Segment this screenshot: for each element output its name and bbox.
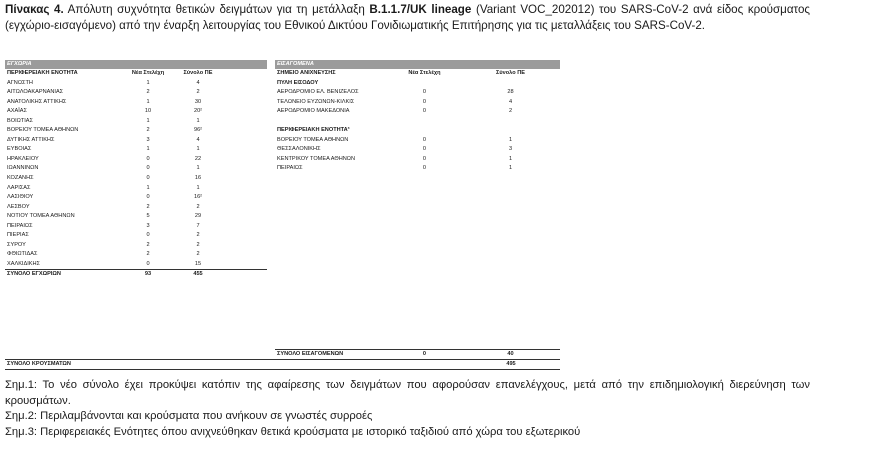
col-point: ΣΗΜΕΙΟ ΑΝΙΧΝΕΥΣΗΣ [277,70,336,76]
row-total: 2 [196,251,200,258]
total-total: 40 [507,351,514,357]
row-total: 1 [196,184,200,191]
row-name: ΧΑΛΚΙΔΙΚΗΣ [7,260,41,267]
table-row [5,231,267,241]
row-new: 0 [422,98,426,105]
grand-label: ΣΥΝΟΛΟ ΚΡΟΥΣΜΑΤΩΝ [7,360,71,367]
row-total: 2 [196,203,200,210]
row-name: ΕΥΒΟΙΑΣ [7,146,32,153]
row-total: 1 [196,117,200,124]
row-total: 1 [196,165,200,172]
table-row [5,174,267,184]
row-name: ΚΕΝΤΡΙΚΟΥ ΤΟΜΕΑ ΑΘΗΝΩΝ [277,155,356,162]
col-total: Σύνολο ΠΕ [183,70,213,76]
table-row [275,107,560,117]
row-new: 2 [146,89,150,96]
table-row [5,136,267,146]
table-row [5,193,267,203]
footnotes [5,378,810,440]
row-total: 2 [196,241,200,248]
table-row [5,212,267,222]
domestic-column-headers [5,69,267,79]
row-new: 2 [146,127,150,134]
row-new: 5 [146,213,150,220]
row-total: 4 [508,98,513,105]
row-total: 1 [508,136,513,143]
col-total: Σύνολο ΠΕ [496,70,525,76]
row-name: ΝΟΤΙΟΥ ΤΟΜΕΑ ΑΘΗΝΩΝ [7,213,75,220]
table-row [5,79,267,89]
row-name: ΠΙΕΡΙΑΣ [7,232,29,239]
table-row [5,241,267,251]
table-row [5,164,267,174]
row-total: 1 [508,155,513,162]
note-1: Σημ.1: Το νέο σύνολο έχει προκύψει κατόπιν της αφαίρεσης των δειγμάτων που αφορούσαν επανελέγχους, μετά από την επιδημιολογική διερεύνηση των κρουσμάτων. [5,379,810,407]
row-total: 4 [196,136,200,143]
entry-rows [275,88,560,117]
caption-text-after: (Variant VOC_202012) του SARS-CoV-2 ανά είδος κρούσματος (εγχώριο-εισαγόμενο) από την έναρξη λειτουργίας του Εθνικού Δικτύου Γονιδιωματικής Επιτήρησης για τις μεταλλάξεις του SARS-CoV-2. [5,3,810,32]
table-row [5,250,267,260]
total-total: 455 [193,271,203,278]
row-name: ΒΟΡΕΙΟΥ ΤΟΜΕΑ ΑΘΗΝΩΝ [7,127,79,134]
row-new: 2 [146,203,150,210]
region-rows [275,136,560,174]
caption-text-before: Απόλυτη συχνότητα θετικών δειγμάτων για τη μετάλλαξη [63,3,370,16]
table-row [275,164,560,174]
note-2: Σημ.2: Περιλαμβάνονται και κρούσματα που ανήκουν σε γνωστές συρροές [5,410,373,422]
row-new: 0 [146,165,150,172]
caption-lineage: B.1.1.7/UK lineage [369,3,472,16]
row-total: 20² [193,108,203,115]
row-total: 2 [508,108,513,115]
row-total: 4 [196,79,200,86]
table-row [5,98,267,108]
table-row [275,88,560,98]
row-name: ΠΕΙΡΑΙΩΣ [277,165,303,172]
table-row [5,145,267,155]
total-new: 93 [144,271,152,278]
grand-value: 495 [506,360,516,367]
row-name: ΑΓΝΩΣΤΗ [7,79,33,86]
row-name: ΤΕΛΩΝΕΙΟ ΕΥΖΩΝΩΝ-ΚΙΛΚΙΣ [277,98,355,105]
row-new: 0 [146,232,150,239]
table-row [5,88,267,98]
row-total: 1 [196,146,200,153]
domestic-rows [5,79,267,270]
row-new: 0 [422,155,426,162]
row-new: 1 [146,184,150,191]
row-new: 3 [146,136,150,143]
row-name: ΛΕΣΒΟΥ [7,203,30,210]
row-name: ΛΑΣΙΘΙΟΥ [7,194,34,201]
row-new: 0 [146,194,150,201]
table-row [275,145,560,155]
table-row [275,155,560,165]
table-caption [5,2,810,34]
row-new: 0 [422,108,426,115]
row-total: 29 [194,213,202,220]
table-row [5,155,267,165]
row-name: ΘΕΣΣΑΛΟΝΙΚΗΣ [277,146,321,153]
row-name: ΚΟΖΑΝΗΣ [7,175,34,182]
row-name: ΙΩΑΝΝΙΝΩΝ [7,165,39,172]
row-total: 2 [196,232,200,239]
col-region: ΠΕΡΙΦΕΡΕΙΑΚΗ ΕΝΟΤΗΤΑ [7,70,78,76]
row-total: 2 [196,89,200,96]
row-total: 15 [194,260,202,267]
col-new: Νέα Στελέχη [408,70,441,76]
row-name: ΑΝΑΤΟΛΙΚΗΣ ΑΤΤΙΚΗΣ [7,98,67,105]
grand-total-block [5,359,560,371]
row-new: 2 [146,241,150,248]
table-row [275,136,560,146]
domestic-header: ΕΓΧΩΡΙΑ [5,60,267,69]
row-total: 16² [193,194,203,201]
row-new: 1 [146,79,150,86]
note-3: Σημ.3: Περιφερειακές Ενότητες όπου ανιχνεύθηκαν θετικά κρούσματα με ιστορικό ταξιδιού από χώρα του εξωτερικού [5,425,581,438]
row-name: ΑΧΑΪΑΣ [7,108,27,115]
row-total: 22 [194,155,202,162]
row-name: ΑΕΡΟΔΡΟΜΙΟ ΕΛ. ΒΕΝΙΖΕΛΟΣ [277,89,359,96]
grand-total-row [5,359,560,371]
row-name: ΦΘΙΩΤΙΔΑΣ [7,251,38,258]
row-name: ΑΙΤΩΛΟΑΚΑΡΝΑΝΙΑΣ [7,89,64,96]
table-row [5,222,267,232]
row-name: ΠΕΙΡΑΙΩΣ [7,222,33,229]
row-name: ΗΡΑΚΛΕΙΟΥ [7,155,39,162]
row-new: 0 [146,175,150,182]
table-row [5,184,267,194]
row-new: 0 [146,155,150,162]
domestic-total-row [5,269,267,280]
row-new: 1 [146,146,150,153]
table-row [5,203,267,213]
row-new: 0 [422,89,426,96]
row-total: 7 [196,222,200,229]
row-total: 96² [193,127,203,134]
table-row [275,98,560,108]
total-label: ΣΥΝΟΛΟ ΕΓΧΩΡΙΩΝ [7,271,61,278]
section-label: ΠΕΡΙΦΕΡΕΙΑΚΗ ΕΝΟΤΗΤΑ³ [277,127,350,134]
caption-label: Πίνακας 4. [5,3,64,16]
row-new: 0 [422,136,426,143]
row-new: 10 [144,108,152,115]
imported-column-headers [275,69,560,79]
row-name: ΛΑΡΙΣΑΣ [7,184,31,191]
row-new: 0 [422,165,426,172]
row-new: 0 [146,260,150,267]
row-new: 1 [146,98,150,105]
row-name: ΒΟΙΩΤΙΑΣ [7,117,33,124]
row-new: 3 [146,222,150,229]
row-total: 1 [508,165,513,172]
section-label: ΠΥΛΗ ΕΙΣΟΔΟΥ [277,79,319,86]
total-new: 0 [422,351,426,357]
row-name: ΑΕΡΟΔΡΟΜΙΟ ΜΑΚΕΔΟΝΙΑ [277,108,350,115]
total-label: ΣΥΝΟΛΟ ΕΙΣΑΓΟΜΕΝΩΝ [277,351,344,357]
col-new: Νέα Στελέχη [131,70,165,76]
table-row [5,260,267,270]
row-total: 3 [508,146,513,153]
domestic-table [5,60,267,280]
imported-table [275,60,560,174]
row-name: ΔΥΤΙΚΗΣ ΑΤΤΙΚΗΣ [7,136,55,143]
row-total: 30 [194,98,202,105]
row-new: 2 [146,251,150,258]
table-row [5,107,267,117]
section-region [275,126,560,136]
row-total: 28 [507,89,514,96]
table-row [5,126,267,136]
row-new: 1 [146,117,150,124]
section-entry-point [275,79,560,89]
row-name: ΒΟΡΕΙΟΥ ΤΟΜΕΑ ΑΘΗΝΩΝ [277,136,349,143]
row-name: ΣΥΡΟΥ [7,241,26,248]
imported-header: ΕΙΣΑΓΟΜΕΝΑ [275,60,560,69]
row-total: 16 [194,175,202,182]
table-row [5,117,267,127]
row-new: 0 [422,146,426,153]
